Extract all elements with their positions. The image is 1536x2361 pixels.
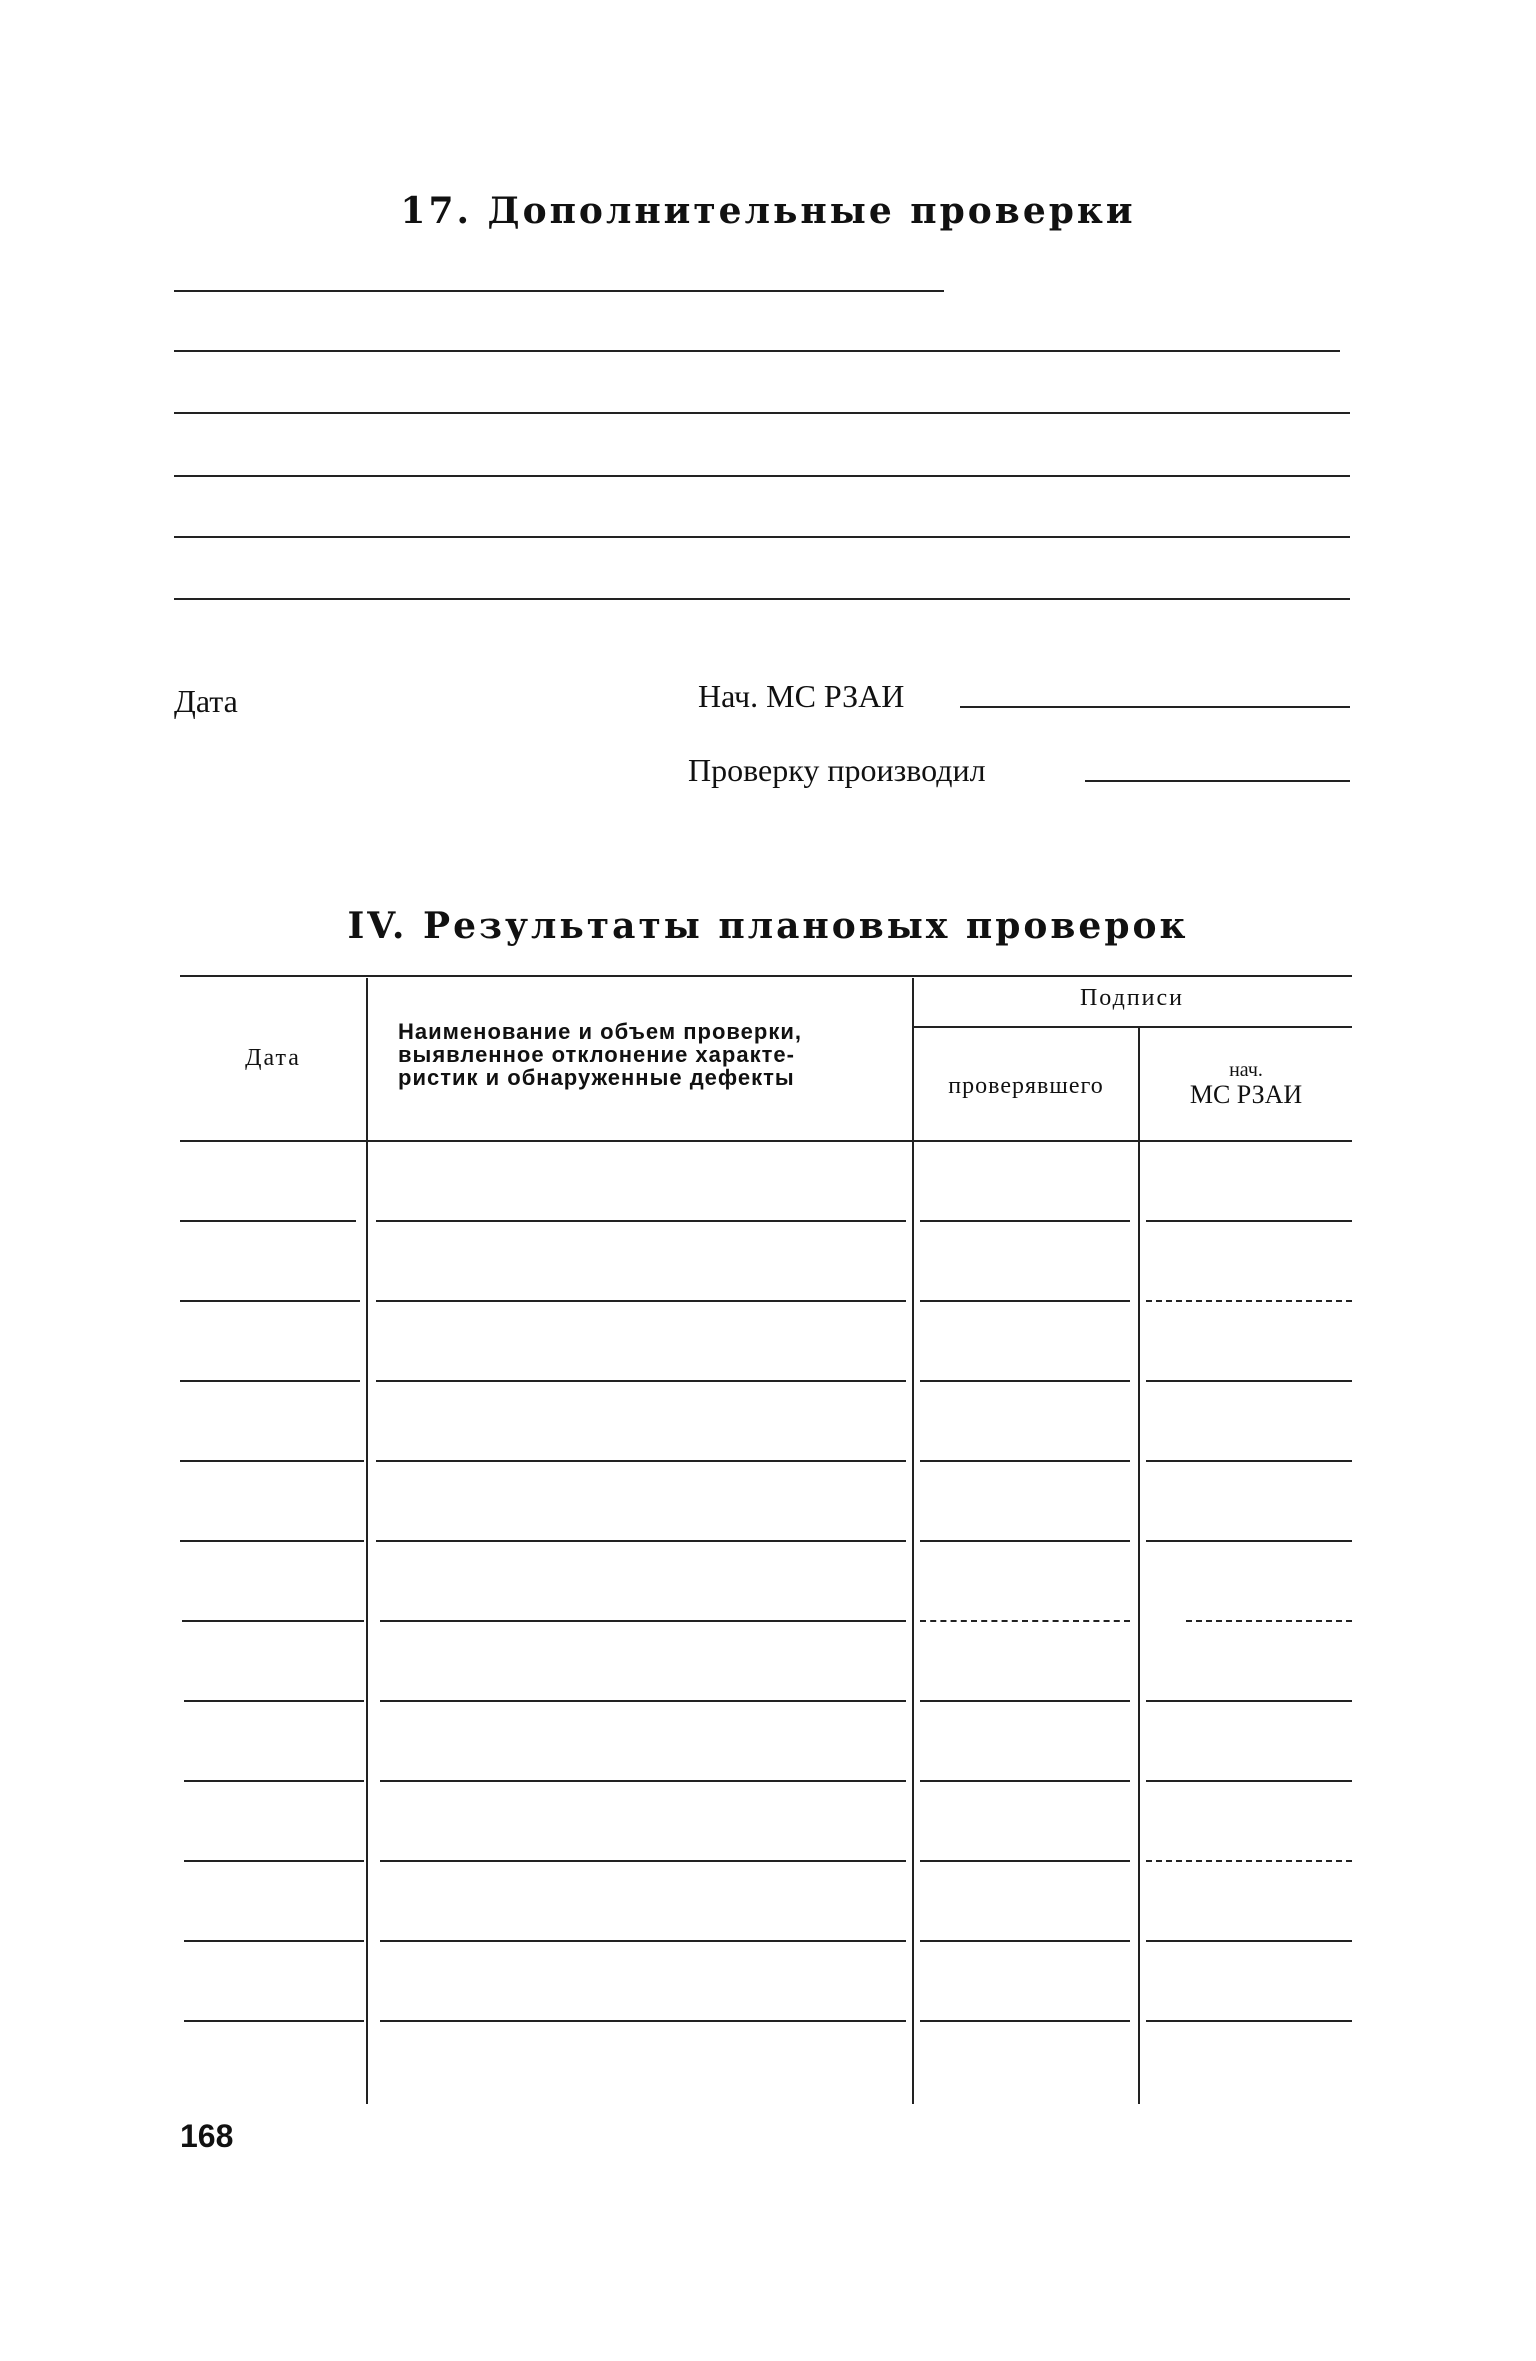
row-rule xyxy=(1146,1860,1352,1862)
writing-line xyxy=(174,536,1350,538)
row-rule xyxy=(184,1780,364,1782)
signatures-subheader-rule xyxy=(912,1026,1352,1028)
column-header-checker: проверявшего xyxy=(948,1073,1104,1099)
row-rule xyxy=(920,1620,1130,1622)
column-header-description-2: выявленное отклонение характе- xyxy=(398,1042,795,1067)
writing-line xyxy=(174,598,1350,600)
writing-line xyxy=(174,475,1350,477)
section-iv-title: IV. Результаты плановых проверок xyxy=(347,905,1189,947)
row-rule xyxy=(1146,1380,1352,1382)
page-number: 168 xyxy=(180,2118,234,2154)
row-rule xyxy=(1146,1780,1352,1782)
row-rule xyxy=(380,1780,906,1782)
row-rule xyxy=(920,1380,1130,1382)
row-rule xyxy=(1146,2020,1352,2022)
column-header-description-1: Наименование и объем проверки, xyxy=(398,1019,802,1044)
date-label: Дата xyxy=(174,683,238,719)
row-rule xyxy=(380,1940,906,1942)
column-header-description-3: ристик и обнаруженные дефекты xyxy=(398,1065,795,1090)
row-rule xyxy=(380,2020,906,2022)
row-rule xyxy=(180,1300,360,1302)
row-rule xyxy=(1146,1940,1352,1942)
column-header-head-2: МС РЗАИ xyxy=(1189,1080,1303,1109)
row-rule xyxy=(920,1780,1130,1782)
row-rule xyxy=(920,1940,1130,1942)
row-rule xyxy=(920,1700,1130,1702)
row-rule xyxy=(376,1220,906,1222)
row-rule xyxy=(376,1460,906,1462)
row-rule xyxy=(180,1220,356,1222)
row-rule xyxy=(184,1940,364,1942)
table-top-rule xyxy=(180,975,1352,977)
row-rule xyxy=(1186,1620,1352,1622)
column-header-head-1: нач. xyxy=(1229,1059,1263,1081)
column-header-date: Дата xyxy=(245,1045,301,1071)
writing-line xyxy=(174,350,1340,352)
row-rule xyxy=(920,1300,1130,1302)
row-rule xyxy=(180,1460,364,1462)
head-signature-label: Нач. МС РЗАИ xyxy=(698,678,905,714)
column-divider xyxy=(1138,1028,1140,2104)
head-signature-line[interactable] xyxy=(960,706,1350,708)
row-rule xyxy=(184,2020,364,2022)
section-17-title: 17. Дополнительные проверки xyxy=(400,190,1136,232)
row-rule xyxy=(380,1620,906,1622)
checker-signature-label: Проверку производил xyxy=(688,752,986,788)
row-rule xyxy=(184,1860,364,1862)
column-divider xyxy=(912,978,914,2104)
row-rule xyxy=(1146,1220,1352,1222)
row-rule xyxy=(184,1700,364,1702)
row-rule xyxy=(380,1860,906,1862)
row-rule xyxy=(920,1540,1130,1542)
table-header-rule xyxy=(180,1140,1352,1142)
row-rule xyxy=(920,2020,1130,2022)
row-rule xyxy=(920,1460,1130,1462)
row-rule xyxy=(180,1540,364,1542)
checker-signature-line[interactable] xyxy=(1085,780,1350,782)
row-rule xyxy=(1146,1540,1352,1542)
row-rule xyxy=(920,1220,1130,1222)
row-rule xyxy=(180,1380,360,1382)
row-rule xyxy=(376,1300,906,1302)
row-rule xyxy=(376,1380,906,1382)
row-rule xyxy=(380,1700,906,1702)
column-divider xyxy=(366,978,368,2104)
row-rule xyxy=(1146,1460,1352,1462)
column-header-signatures: Подписи xyxy=(1079,985,1185,1011)
writing-line xyxy=(174,290,944,292)
row-rule xyxy=(182,1620,364,1622)
row-rule xyxy=(376,1540,906,1542)
row-rule xyxy=(920,1860,1130,1862)
row-rule xyxy=(1146,1700,1352,1702)
row-rule xyxy=(1146,1300,1352,1302)
writing-line xyxy=(174,412,1350,414)
